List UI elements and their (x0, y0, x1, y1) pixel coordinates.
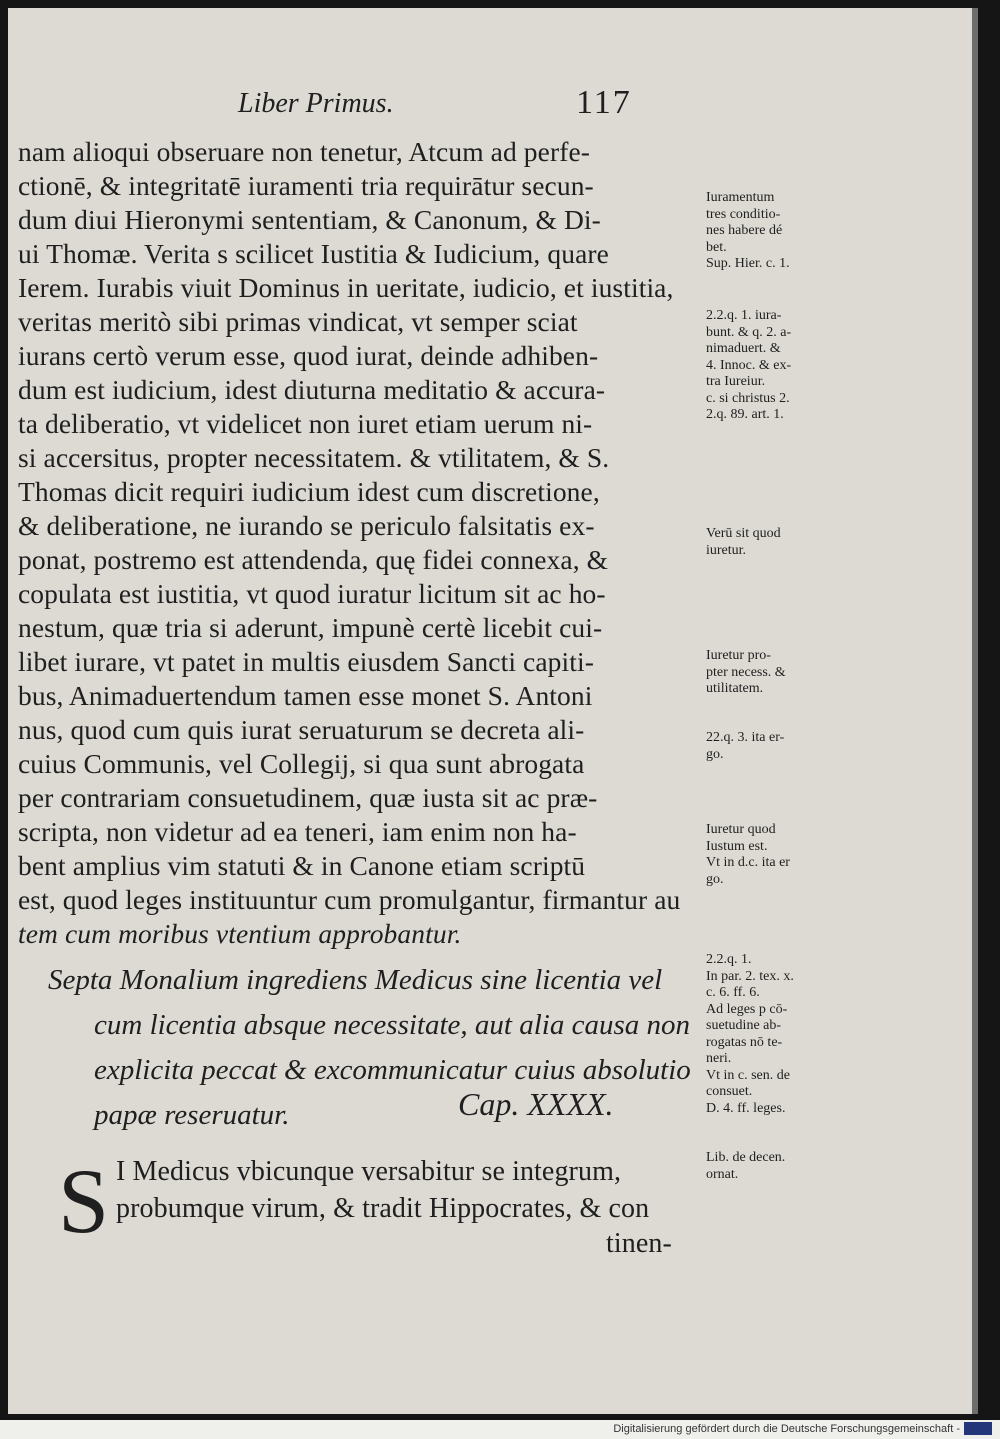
marginal-note: Iuretur quod Iustum est. Vt in d.c. ita er go. (706, 822, 790, 887)
chapter-text-line: I Medicus vbicunque versabitur se integrum, (116, 1156, 622, 1187)
body-line: cuius Communis, vel Collegij, si qua sunt abrogata (18, 748, 585, 779)
page-edge-shadow (972, 8, 978, 1414)
body-line: ta deliberatio, vt videlicet non iuret etiam uerum ni- (18, 408, 593, 439)
body-line: dum diui Hieronymi sententiam, & Canonum, & Di- (18, 204, 601, 235)
body-line: dum est iudicium, idest diuturna meditatio & accura- (18, 374, 606, 405)
marginal-note: 2.2.q. 1. iura- bunt. & q. 2. a- nimaduert. & 4. Innoc. & ex- tra Iureiur. c. si christus 2. 2.q. 89. art. 1. (706, 308, 792, 422)
body-line: iurans certò verum esse, quod iurat, deinde adhiben- (18, 340, 599, 371)
marginal-note: Lib. de decen. ornat. (706, 1150, 786, 1182)
catchword: tinen- (606, 1228, 672, 1259)
book-page (8, 8, 978, 1414)
body-line: copulata est iustitia, vt quod iuratur licitum sit ac ho- (18, 578, 606, 609)
body-line: libet iurare, vt patet in multis eiusdem Sancti capiti- (18, 646, 594, 677)
chapter-heading-line: Septa Monalium ingrediens Medicus sine licentia vel (48, 964, 663, 996)
body-line: si accersitus, propter necessitatem. & vtilitatem, & S. (18, 442, 610, 473)
body-line: bent amplius vim statuti & in Canone etiam scriptū (18, 850, 586, 881)
body-line: veritas meritò sibi primas vindicat, vt semper sciat (18, 306, 578, 337)
drop-cap-letter: S (58, 1150, 110, 1252)
body-line: bus, Animaduertendum tamen esse monet S. Antoni (18, 680, 593, 711)
body-line: tem cum moribus vtentium approbantur. (18, 918, 462, 949)
body-line: per contrariam consuetudinem, quæ iusta sit ac præ- (18, 782, 598, 813)
body-line: ponat, postremo est attendenda, quę fidei connexa, & (18, 544, 609, 575)
marginal-note: Iuramentum tres conditio- nes habere dé bet. Sup. Hier. c. 1. (706, 190, 790, 271)
marginal-note: Iuretur pro- pter necess. & utilitatem. (706, 648, 786, 696)
marginal-note: Verū sit quod iuretur. (706, 526, 781, 558)
body-line: Thomas dicit requiri iudicium idest cum discretione, (18, 476, 600, 507)
running-title: Liber Primus. (238, 88, 394, 119)
body-line: ui Thomæ. Verita s scilicet Iustitia & Iudicium, quare (18, 238, 609, 269)
body-line: & deliberatione, ne iurando se periculo falsitatis ex- (18, 510, 595, 541)
body-line: scripta, non videtur ad ea teneri, iam enim non ha- (18, 816, 577, 847)
chapter-label: Cap. XXXX. (458, 1086, 614, 1122)
body-line: nam alioqui obseruare non tenetur, Atcum ad perfe- (18, 136, 591, 167)
body-line: ctionē, & integritatē iuramenti tria requirātur secun- (18, 170, 594, 201)
chapter-heading-line: papæ reseruatur. (94, 1099, 290, 1131)
page-number: 117 (576, 84, 632, 121)
chapter-text-line: probumque virum, & tradit Hippocrates, & con (116, 1193, 650, 1224)
body-line: nestum, quæ tria si aderunt, impunè certè licebit cui- (18, 612, 603, 643)
marginal-note: 2.2.q. 1. In par. 2. tex. x. c. 6. ff. 6. Ad leges p cō- suetudine ab- rogatas nō te- neri. Vt in c. sen. de consuet. D. 4. ff. leges. (706, 952, 794, 1116)
chapter-heading-line: explicita peccat & excommunicatur cuius absolutio (94, 1054, 691, 1086)
body-line: est, quod leges instituuntur cum promulgantur, firmantur au (18, 884, 681, 915)
chapter-heading-line: cum licentia absque necessitate, aut alia causa non (94, 1009, 691, 1041)
dfg-logo-icon (964, 1422, 992, 1435)
funding-credit: Digitalisierung gefördert durch die Deutsche Forschungsgemeinschaft - (613, 1423, 960, 1435)
body-line: nus, quod cum quis iurat seruaturum se decreta ali- (18, 714, 585, 745)
marginal-note: 22.q. 3. ita er- go. (706, 730, 785, 762)
body-line: Ierem. Iurabis viuit Dominus in ueritate, iudicio, et iustitia, (18, 272, 674, 303)
